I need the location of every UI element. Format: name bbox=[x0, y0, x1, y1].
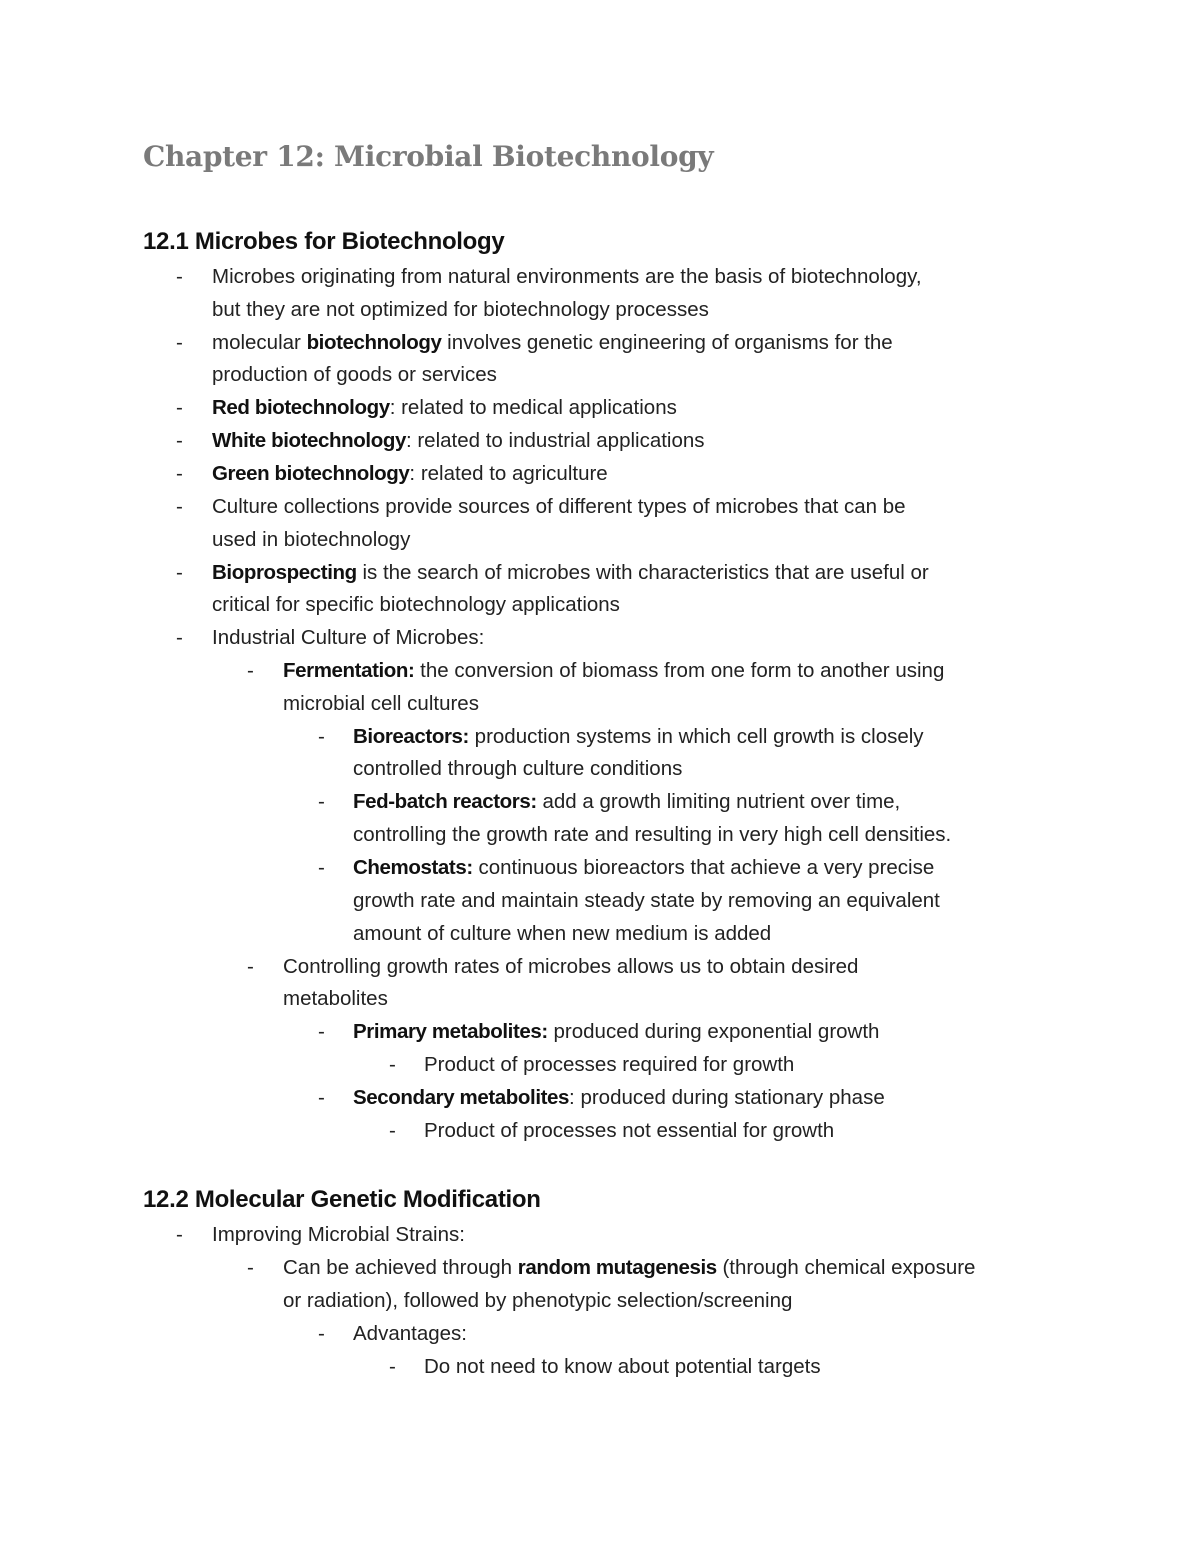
list-item-text: Improving Microbial Strains: bbox=[212, 1223, 465, 1246]
bullet-dash: - bbox=[176, 626, 183, 649]
bullet-dash: - bbox=[318, 856, 325, 879]
list-item-text: Secondary metabolites: produced during stationary phase bbox=[353, 1086, 885, 1109]
list-item-text: Fed-batch reactors: add a growth limiting nutrient over time, bbox=[353, 790, 901, 813]
list-item-text: Primary metabolites: produced during exponential growth bbox=[353, 1020, 880, 1043]
list-item-text: Product of processes not essential for growth bbox=[424, 1119, 835, 1142]
list-item-text: Product of processes required for growth bbox=[424, 1053, 795, 1076]
bullet-dash: - bbox=[318, 790, 325, 813]
bullet-dash: - bbox=[176, 396, 183, 419]
bullet-dash: - bbox=[389, 1119, 396, 1142]
list-item-text: Advantages: bbox=[353, 1322, 467, 1345]
list-item-text: critical for specific biotechnology applications bbox=[212, 593, 620, 616]
list-item-text: Culture collections provide sources of different types of microbes that can be bbox=[212, 495, 906, 518]
bullet-dash: - bbox=[318, 1020, 325, 1043]
bullet-dash: - bbox=[318, 725, 325, 748]
list-item-text: controlling the growth rate and resulting in very high cell densities. bbox=[353, 823, 952, 846]
list-item-text: but they are not optimized for biotechnology processes bbox=[212, 298, 709, 321]
bullet-dash: - bbox=[176, 462, 183, 485]
list-item-text: Bioprospecting is the search of microbes with characteristics that are useful or bbox=[212, 561, 929, 584]
bold-term: Green biotechnology bbox=[212, 462, 410, 485]
list-item-text: molecular biotechnology involves genetic engineering of organisms for the bbox=[212, 331, 893, 354]
list-item-text: Microbes originating from natural environments are the basis of biotechnology, bbox=[212, 265, 922, 288]
list-item-text: production of goods or services bbox=[212, 363, 497, 386]
list-item-text: amount of culture when new medium is added bbox=[353, 922, 772, 945]
list-item-text: Fermentation: the conversion of biomass from one form to another using bbox=[283, 659, 945, 682]
bold-term: Bioreactors: bbox=[353, 725, 469, 748]
list-item-text: microbial cell cultures bbox=[283, 692, 479, 715]
list-item-text: Can be achieved through random mutagenesis (through chemical exposure bbox=[283, 1256, 976, 1279]
bold-term: Fermentation: bbox=[283, 659, 415, 682]
bullet-dash: - bbox=[247, 659, 254, 682]
bold-term: Primary metabolites: bbox=[353, 1020, 548, 1043]
bullet-dash: - bbox=[318, 1086, 325, 1109]
bullet-dash: - bbox=[389, 1053, 396, 1076]
bold-term: biotechnology bbox=[306, 331, 442, 354]
section-heading-12-2: 12.2 Molecular Genetic Modification bbox=[143, 1186, 541, 1213]
bullet-dash: - bbox=[389, 1355, 396, 1378]
list-item-text: used in biotechnology bbox=[212, 528, 411, 551]
bold-term: Fed-batch reactors: bbox=[353, 790, 537, 813]
bullet-dash: - bbox=[176, 495, 183, 518]
list-item-text: Bioreactors: production systems in which cell growth is closely bbox=[353, 725, 924, 748]
bullet-dash: - bbox=[176, 331, 183, 354]
list-item-text: White biotechnology: related to industrial applications bbox=[212, 429, 705, 452]
bold-term: Bioprospecting bbox=[212, 561, 357, 584]
list-item-text: or radiation), followed by phenotypic selection/screening bbox=[283, 1289, 793, 1312]
list-item-text: growth rate and maintain steady state by removing an equivalent bbox=[353, 889, 940, 912]
list-item-text: Do not need to know about potential targets bbox=[424, 1355, 821, 1378]
bullet-dash: - bbox=[318, 1322, 325, 1345]
bullet-dash: - bbox=[247, 955, 254, 978]
section-heading-12-1: 12.1 Microbes for Biotechnology bbox=[143, 228, 505, 255]
chapter-title: Chapter 12: Microbial Biotechnology bbox=[143, 140, 714, 173]
list-item-text: Industrial Culture of Microbes: bbox=[212, 626, 485, 649]
list-item-text: Chemostats: continuous bioreactors that achieve a very precise bbox=[353, 856, 935, 879]
list-item-text: Red biotechnology: related to medical applications bbox=[212, 396, 677, 419]
list-item-text: controlled through culture conditions bbox=[353, 757, 683, 780]
bullet-dash: - bbox=[176, 561, 183, 584]
bullet-dash: - bbox=[176, 265, 183, 288]
bold-term: White biotechnology bbox=[212, 429, 406, 452]
bold-term: Red biotechnology bbox=[212, 396, 390, 419]
list-item-text: metabolites bbox=[283, 987, 388, 1010]
bullet-dash: - bbox=[176, 1223, 183, 1246]
bold-term: Chemostats: bbox=[353, 856, 473, 879]
bullet-dash: - bbox=[176, 429, 183, 452]
bullet-dash: - bbox=[247, 1256, 254, 1279]
bold-term: random mutagenesis bbox=[517, 1256, 717, 1279]
list-item-text: Controlling growth rates of microbes allows us to obtain desired bbox=[283, 955, 859, 978]
bold-term: Secondary metabolites bbox=[353, 1086, 570, 1109]
list-item-text: Green biotechnology: related to agriculture bbox=[212, 462, 608, 485]
